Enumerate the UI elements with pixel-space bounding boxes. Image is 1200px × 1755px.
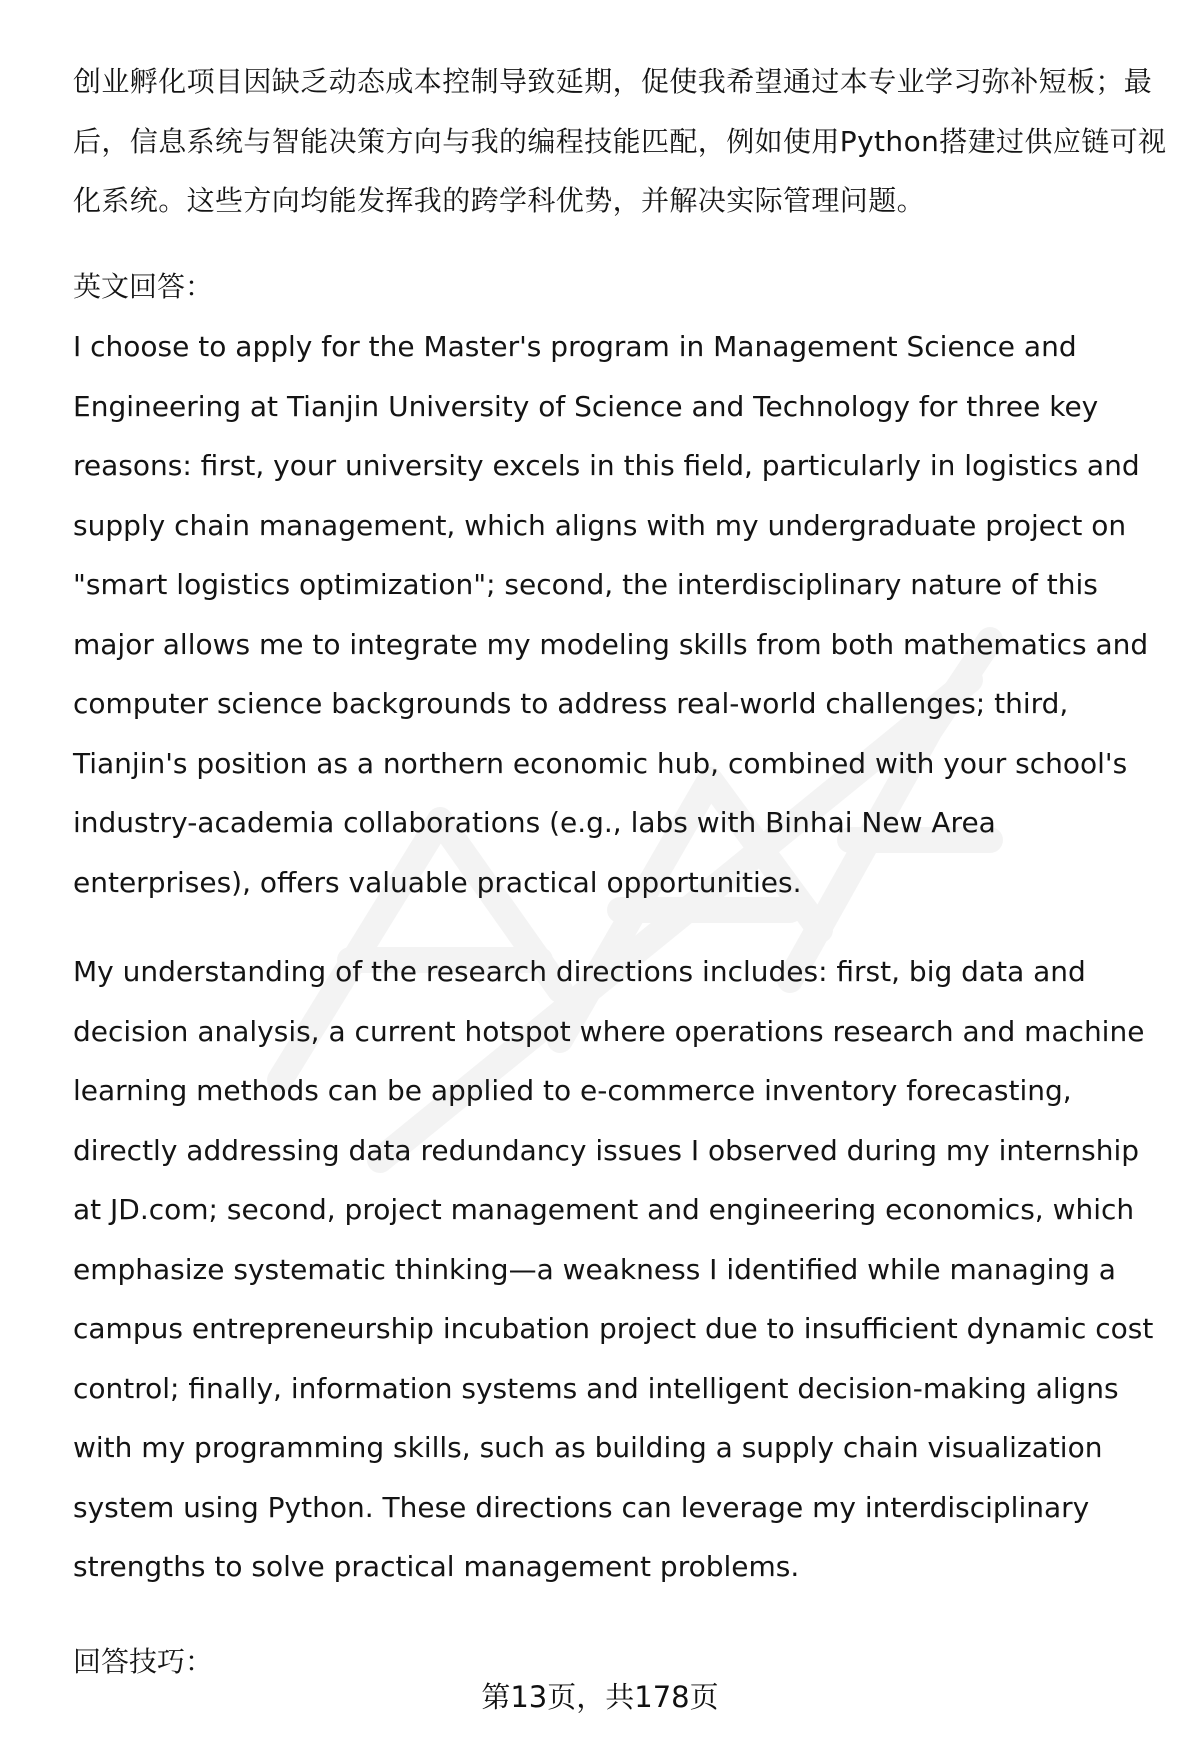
chinese-answer-continuation: 创业孵化项目因缺乏动态成本控制导致延期，促使我希望通过本专业学习弥补短板；最后，信息系统与智能决策方向与我的编程技能匹配，例如使用Python搭建过供应链可视化系统。这些方向均能发挥我的跨学科优势，并解决实际管理问题。 <box>73 65 1167 217</box>
english-answer-heading: 英文回答： <box>73 270 214 303</box>
answer-tips-heading: 回答技巧： <box>73 1645 214 1678</box>
page-number-footer: 第13页，共178页 <box>481 1680 719 1714</box>
english-answer-paragraph-1: I choose to apply for the Master's program in Management Science and Engineering at Tianjin University of Science and Technology for three key reasons: first, your university excels in this field, particularly in logistics and supply chain management, which aligns with my undergraduate project on "smart logistics optimization"; second, the interdisciplinary nature of this major allows me to integrate my modeling skills from both mathematics and computer science backgrounds to address real-world challenges; third, Tianjin's position as a northern economic hub, combined with your school's industry-academia collaborations (e.g., labs with Binhai New Area enterprises), offers valuable practical opportunities. <box>73 330 1149 899</box>
english-answer-paragraph-2: My understanding of the research directions includes: first, big data and decision analysis, a current hotspot where operations research and machine learning methods can be applied to e-commerce inventory forecasting, directly addressing data redundancy issues I observed during my internship at JD.com; second, project management and engineering economics, which emphasize systematic thinking—a weakness I identified while managing a campus entrepreneurship incubation project due to insufficient dynamic cost control; finally, information systems and intelligent decision-making aligns with my programming skills, such as building a supply chain visualization system using Python. These directions can leverage my interdisciplinary strengths to solve practical management problems. <box>73 955 1154 1583</box>
